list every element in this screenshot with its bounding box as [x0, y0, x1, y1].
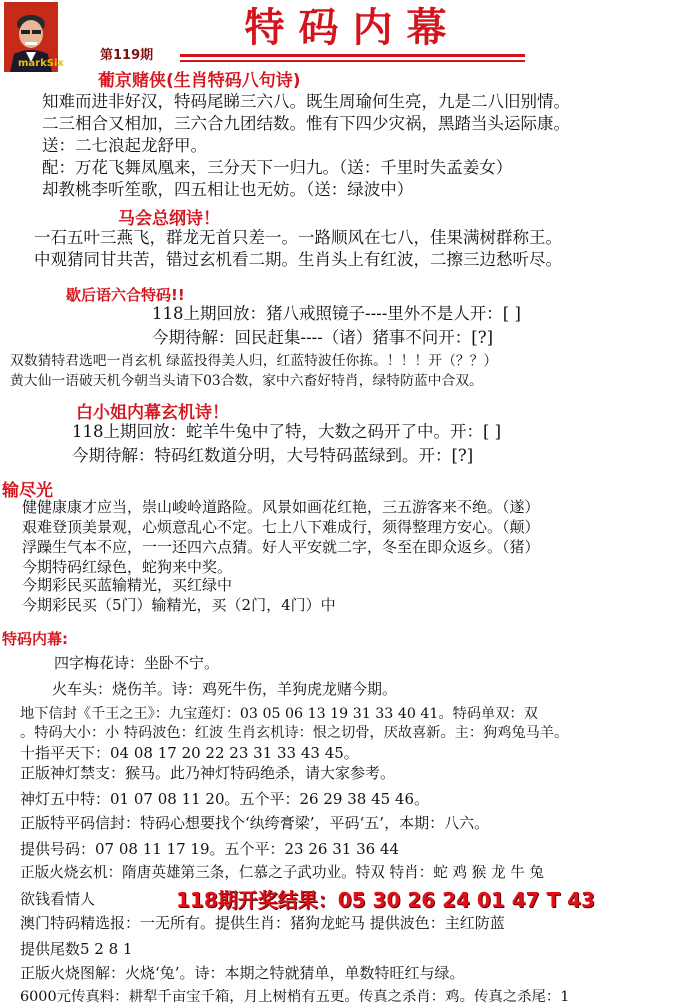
page-title-box	[180, 4, 525, 57]
neimu-line: 提供号码：07 08 11 17 19。五个平：23 26 31 36 44	[20, 840, 400, 858]
shujinguang-line: 今期彩民买（5门）输精光，买（2门，4门）中	[22, 596, 336, 614]
xiehouyu-line: 双数猜特君选吧一肖玄机 绿蓝投得美人归，红蓝特波任你拣。！！！开（？？）	[10, 353, 498, 369]
avatar-caption: markSix	[18, 58, 64, 69]
poem8-line: 二三相合又相加，三六合九团结数。惟有下四少灾祸，黑踏当头运际康。	[42, 114, 570, 133]
draw-result-banner: 118期开奖结果：05 30 26 24 01 47 T 43	[176, 888, 595, 912]
shujinguang-line: 健健康康才应当，崇山峻岭道路险。风景如画花红艳，三五游客来不绝。（遂）	[22, 498, 540, 516]
xiehouyu-line: 118上期回放：猪八戒照镜子----里外不是人开：[ ]	[152, 304, 521, 323]
poem8-line: 知难而进非好汉，特码尾睇三六八。既生周瑜何生亮，九是二八旧别情。	[42, 92, 570, 111]
section-title-poem8: 葡京赌侠(生肖特码八句诗)	[98, 71, 301, 91]
section-title-neimu: 特码内幕:	[2, 630, 68, 648]
general-poem-line: 一石五叶三燕飞，群龙无首只差一。一路顺风在七八，佳果满树群称王。	[34, 228, 562, 247]
baixiaojie-line: 今期待解：特码红数道分明，大号特码蓝绿到。开：[?]	[72, 446, 474, 465]
neimu-line: 十指平天下：04 08 17 20 22 23 31 33 43 45。	[20, 744, 359, 762]
xiehouyu-line: 今期待解：回民赶集----（诸）猪事不问开：[?]	[152, 328, 494, 347]
shujinguang-line: 浮躁生气本不应，一一还四六点猜。好人平安就二字，冬至在即众返乡。（猪）	[22, 538, 540, 556]
shujinguang-line: 今期彩民买蓝输精光，买红绿中	[22, 576, 233, 594]
neimu-line: 正版特平码信封：特码心想要找个‘纨绔膏梁’，平码‘五’，本期：八六。	[20, 814, 490, 832]
poem8-line: 送：二七浪起龙舒甲。	[42, 136, 207, 155]
neimu-line: 欲钱看情人	[20, 890, 96, 908]
baixiaojie-line: 118上期回放：蛇羊牛兔中了特，大数之码开了中。开：[ ]	[72, 422, 502, 441]
section-title-xiehouyu: 歇后语六合特码!!	[66, 286, 185, 304]
neimu-line: 6000元传真料：耕犁千亩宝千箱，月上树梢有五更。传真之杀肖：鸡。传真之杀尾：1	[20, 989, 570, 1005]
neimu-line: 提供尾数5 2 8 1	[20, 940, 133, 958]
neimu-line: 正版神灯禁支：猴马。此乃神灯特码绝杀，请大家参考。	[20, 764, 396, 782]
shujinguang-line: 艰难登顶美景观，心烦意乱心不定。七上八下难成行，须得整理方安心。（颠）	[22, 518, 540, 536]
neimu-line: 。特码大小：小 特码波色：红波 生肖玄机诗：恨之切骨，厌故喜新。主：狗鸡兔马羊。	[20, 725, 569, 741]
neimu-line: 火车头：烧伤羊。诗：鸡死牛伤，羊狗虎龙赌今期。	[52, 680, 398, 698]
neimu-line: 神灯五中特：01 07 08 11 20。五个平：26 29 38 45 46。	[20, 790, 430, 808]
section-title-baixiaojie: 白小姐内幕玄机诗！	[76, 403, 229, 423]
shujinguang-line: 今期特码红绿色，蛇狗来中奖。	[22, 558, 233, 576]
title-underline	[180, 60, 525, 62]
neimu-line: 地下信封《千王之王》：九宝莲灯：03 05 06 13 19 31 33 40 41。特码单双：双	[20, 706, 538, 722]
issue-number: 第119期	[100, 48, 154, 63]
poem8-line: 配：万花飞舞凤凰来，三分天下一归九。（送：千里时失孟姜女）	[42, 158, 513, 177]
page-title: 特码内幕	[244, 4, 461, 51]
neimu-line: 正版火烧图解：火烧‘兔’。诗：本期之特就猜单，单数特旺红与绿。	[20, 964, 465, 982]
xiehouyu-line: 黄大仙一语破天机今朝当头请下03合数，家中六畜好特肖，绿特防蓝中合双。	[10, 373, 483, 389]
section-title-general-poem: 马会总纲诗！	[118, 209, 220, 229]
section-title-shujinguang: 输尽光	[2, 481, 53, 501]
general-poem-line: 中观猜同甘共苦，错过玄机看二期。生肖头上有红波，二擦三边愁听尽。	[34, 250, 562, 269]
neimu-line: 澳门特码精选报：一无所有。提供生肖：猪狗龙蛇马 提供波色：主红防蓝	[20, 914, 505, 932]
neimu-line: 四字梅花诗：坐卧不宁。	[54, 654, 220, 672]
poem8-line: 却教桃李听笙歌，四五相让也无妨。（送：绿波中）	[42, 180, 414, 199]
avatar	[4, 2, 64, 72]
neimu-line: 正版火烧玄机：隋唐英雄第三条，仁慕之子武功业。特双 特肖：蛇 鸡 猴 龙 牛 兔	[20, 864, 545, 881]
